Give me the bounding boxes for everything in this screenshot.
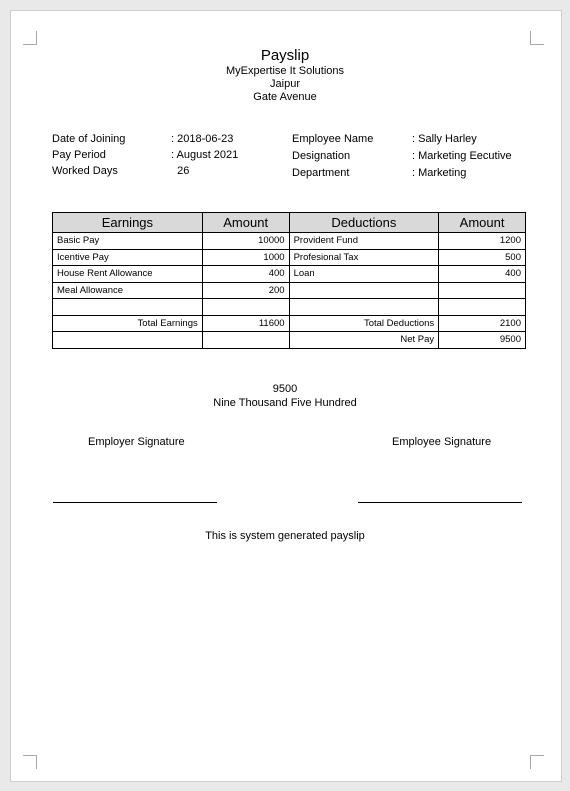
deduction-amount: 500 xyxy=(439,249,526,266)
company-city: Jaipur xyxy=(270,78,300,90)
info-value: : August 2021 xyxy=(171,149,239,161)
info-value: : Sally Harley xyxy=(412,133,477,145)
info-row-date-of-joining xyxy=(52,131,238,147)
earning-name xyxy=(53,299,203,316)
total-earnings-value: 11600 xyxy=(202,315,289,332)
earning-name: Icentive Pay xyxy=(53,249,203,266)
info-value: : 2018-06-23 xyxy=(171,133,234,145)
employer-signature-line xyxy=(53,502,217,503)
table-row xyxy=(53,282,526,299)
deduction-amount: 1200 xyxy=(439,233,526,250)
info-label: Pay Period xyxy=(52,149,106,161)
net-pay-row xyxy=(53,332,526,349)
table-header-row xyxy=(53,213,526,233)
header-deductions: Deductions xyxy=(289,213,439,233)
info-row-employee-name xyxy=(292,131,512,148)
empty-cell xyxy=(202,332,289,349)
crop-mark-bottom-right xyxy=(530,755,544,769)
totals-row xyxy=(53,315,526,332)
table-row xyxy=(53,233,526,250)
earning-amount: 200 xyxy=(202,282,289,299)
deduction-amount: 400 xyxy=(439,266,526,283)
earning-amount: 1000 xyxy=(202,249,289,266)
deduction-name xyxy=(289,282,439,299)
employee-info xyxy=(292,131,512,182)
header-earnings-amount: Amount xyxy=(202,213,289,233)
info-value: : Marketing Eecutive xyxy=(412,150,512,162)
deduction-amount xyxy=(439,282,526,299)
table-row xyxy=(53,299,526,316)
earning-name: House Rent Allowance xyxy=(53,266,203,283)
employer-signature-label: Employer Signature xyxy=(88,436,185,448)
earning-amount xyxy=(202,299,289,316)
earnings-deductions-table xyxy=(52,212,526,349)
net-pay-value: 9500 xyxy=(439,332,526,349)
deduction-amount xyxy=(439,299,526,316)
net-amount-summary xyxy=(0,382,570,410)
info-label: Department xyxy=(292,167,350,179)
earning-name: Meal Allowance xyxy=(53,282,203,299)
crop-mark-top-right xyxy=(530,31,544,45)
info-label: Worked Days xyxy=(52,165,118,177)
system-generated-note: This is system generated payslip xyxy=(205,530,365,542)
earning-amount: 400 xyxy=(202,266,289,283)
payslip-title: Payslip xyxy=(260,47,310,64)
earning-name: Basic Pay xyxy=(53,233,203,250)
employment-info xyxy=(52,131,238,179)
total-deductions-value: 2100 xyxy=(439,315,526,332)
info-label: Designation xyxy=(292,150,351,162)
info-row-worked-days xyxy=(52,163,238,179)
info-label: Employee Name xyxy=(292,133,374,145)
deduction-name: Provident Fund xyxy=(289,233,439,250)
earning-amount: 10000 xyxy=(202,233,289,250)
info-value: 26 xyxy=(171,165,190,177)
deduction-name xyxy=(289,299,439,316)
info-row-department xyxy=(292,165,512,182)
info-value: : Marketing xyxy=(412,167,467,179)
net-pay-label: Net Pay xyxy=(289,332,439,349)
deduction-name: Profesional Tax xyxy=(289,249,439,266)
table-row xyxy=(53,249,526,266)
empty-cell xyxy=(53,332,203,349)
header-earnings: Earnings xyxy=(53,213,203,233)
total-earnings-label: Total Earnings xyxy=(53,315,203,332)
employee-signature-line xyxy=(358,502,522,503)
crop-mark-bottom-left xyxy=(23,755,37,769)
payslip-header xyxy=(0,47,570,104)
table-row xyxy=(53,266,526,283)
crop-mark-top-left xyxy=(23,31,37,45)
deduction-name: Loan xyxy=(289,266,439,283)
total-deductions-label: Total Deductions xyxy=(289,315,439,332)
net-amount-number: 9500 xyxy=(272,383,298,395)
info-row-designation xyxy=(292,148,512,165)
company-name: MyExpertise It Solutions xyxy=(226,65,344,77)
info-row-pay-period xyxy=(52,147,238,163)
employee-signature-label: Employee Signature xyxy=(392,436,492,448)
company-address: Gate Avenue xyxy=(253,91,317,103)
net-amount-words: Nine Thousand Five Hundred xyxy=(213,397,357,409)
info-label: Date of Joining xyxy=(52,133,126,145)
header-deductions-amount: Amount xyxy=(439,213,526,233)
